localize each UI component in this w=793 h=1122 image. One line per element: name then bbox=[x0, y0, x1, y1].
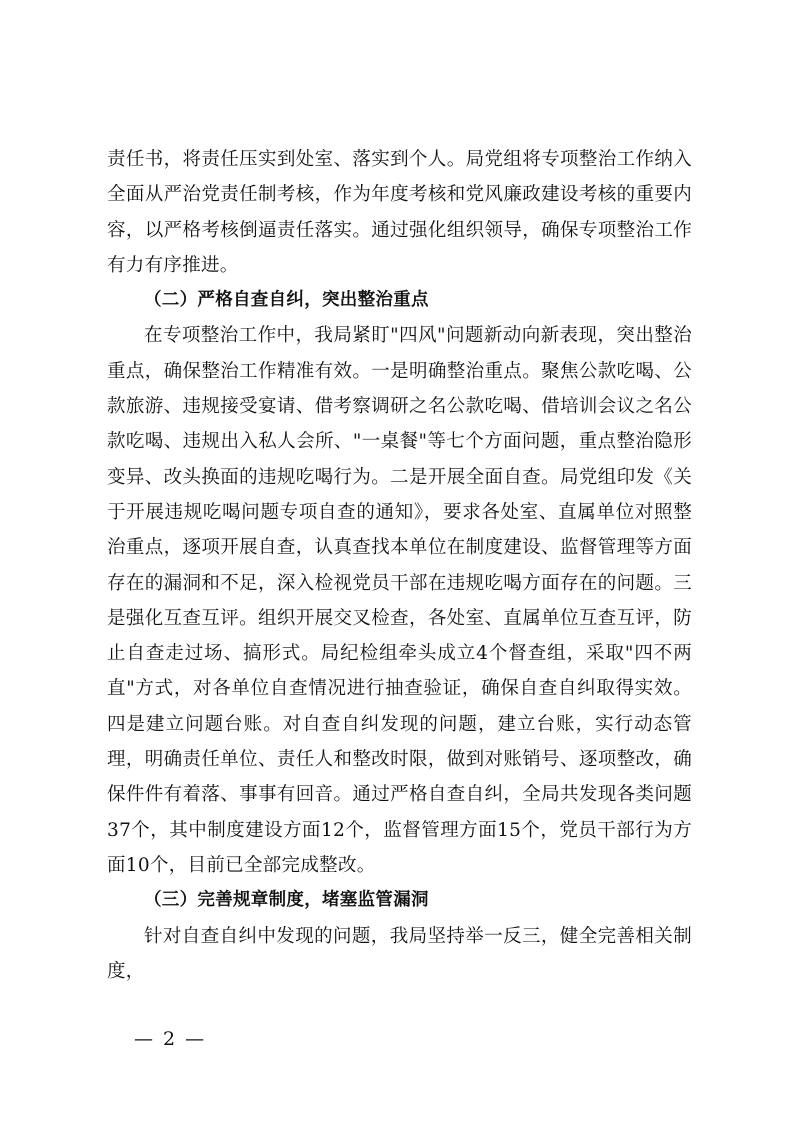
paragraph-2: 在专项整治工作中，我局紧盯"四风"问题新动向新表现，突出整治重点，确保整治工作精准有效。一是明确整治重点。聚焦公款吃喝、公款旅游、违规接受宴请、借考察调研之名公款吃喝、借培训会议之名公款吃喝、违规出入私人会所、"一桌餐"等七个方面问题，重点整治隐形变异、改头换面的违规吃喝行为。二是开展全面自查。局党组印发《关于开展违规吃喝问题专项自查的通知》，要求各处室、直属单位对照整治重点，逐项开展自查，认真查找本单位在制度建设、监督管理等方面存在的漏洞和不足，深入检视党员干部在违规吃喝方面存在的问题。三是强化互查互评。组织开展交叉检查，各处室、直属单位互查互评，防止自查走过场、搞形式。局纪检组牵头成立4个督查组，采取"四不两直"方式，对各单位自查情况进行抽查验证，确保自查自纠取得实效。四是建立问题台账。对自查自纠发现的问题，建立台账，实行动态管理，明确责任单位、责任人和整改时限，做到对账销号、逐项整改，确保件件有着落、事事有回音。通过严格自查自纠，全局共发现各类问题37个，其中制度建设方面12个，监督管理方面15个，党员干部行为方面10个，目前已全部完成整改。 bbox=[107, 325, 692, 876]
section-heading-3: （三）完善规章制度，堵塞监管漏洞 bbox=[144, 890, 429, 911]
page-number: — 2 — bbox=[134, 1028, 207, 1050]
document-body bbox=[107, 142, 692, 989]
paragraph-3: 针对自查自纠中发现的问题，我局坚持举一反三，健全完善相关制度， bbox=[107, 925, 692, 982]
section-heading-2: （二）严格自查自纠，突出整治重点 bbox=[144, 290, 429, 311]
paragraph-1: 责任书，将责任压实到处室、落实到个人。局党组将专项整治工作纳入全面从严治党责任制考核，作为年度考核和党风廉政建设考核的重要内容，以严格考核倒逼责任落实。通过强化组织领导，确保专项整治工作有力有序推进。 bbox=[107, 149, 692, 276]
